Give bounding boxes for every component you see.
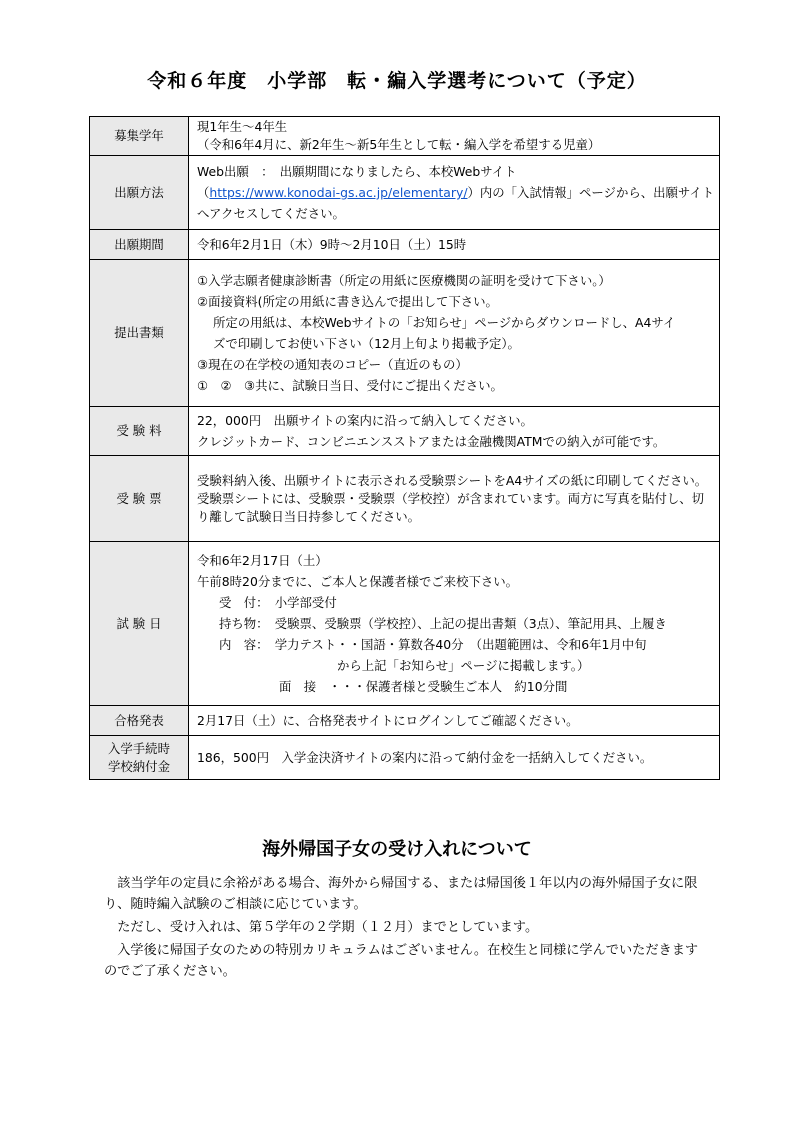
exam-line: 受 付： 小学部受付 (219, 595, 337, 610)
row-content-exam (189, 542, 720, 706)
exam-line: 内 容： 学力テスト・・国語・算数各40分 （出題範囲は、令和6年1月中旬 (219, 637, 647, 652)
method-line-tail: ）内の「入試情報」ページから、出願サイト (467, 185, 715, 200)
row-content-fee (189, 407, 720, 456)
method-line: Web出願 ： 出願期間になりましたら、本校Webサイト (197, 164, 517, 179)
row-label-result: 合格発表 (90, 706, 189, 736)
method-paren-open: （ (197, 185, 210, 200)
documents-line: ③現在の在学校の通知表のコピー（直近のもの） (197, 357, 468, 372)
payment-label-line: 入学手続時 (108, 740, 170, 756)
row-content-period: 令和6年2月1日（木）9時～2月10日（土）15時 (189, 230, 720, 260)
admission-info-table (89, 116, 720, 780)
table-row-payment (90, 736, 720, 780)
documents-line: ズで印刷してお使い下さい（12月上旬より掲載予定）。 (213, 336, 520, 351)
exam-line: から上記「お知らせ」ページに掲載します。） (337, 658, 590, 673)
overseas-section-title: 海外帰国子女の受け入れについて (262, 839, 532, 860)
ticket-paragraph: 受験料納入後、出願サイトに表示される受験票シートをA4サイズの紙に印刷してください。 (197, 472, 708, 488)
row-content-payment: 186，500円 入学金決済サイトの案内に沿って納付金を一括納入してください。 (189, 736, 720, 780)
method-line (197, 182, 715, 203)
payment-label-line: 学校納付金 (108, 758, 170, 774)
row-label-method: 出願方法 (90, 156, 189, 230)
fee-line: クレジットカード、コンビニエンスストアまたは金融機関ATMでの納入が可能です。 (197, 434, 666, 449)
row-content-documents (189, 260, 720, 407)
table-row-result (90, 706, 720, 736)
exam-line: 令和6年2月17日（土） (197, 553, 328, 568)
exam-line: 面 接 ・・・保護者様と受験生ご本人 約10分間 (279, 679, 568, 694)
row-label-fee: 受 験 料 (90, 407, 189, 456)
page-title: 令和６年度 小学部 転・編入学選考について（予定） (147, 70, 647, 92)
table-row-fee (90, 407, 720, 456)
overseas-paragraph: 該当学年の定員に余裕がある場合、海外から帰国する、または帰国後１年以内の海外帰国子女に限り、随時編入試験のご相談に応じています。 (104, 876, 698, 912)
row-label-period: 出願期間 (90, 230, 189, 260)
table-row-period (90, 230, 720, 260)
row-content-ticket (189, 456, 720, 542)
table-row-ticket (90, 456, 720, 542)
overseas-paragraph: ただし、受け入れは、第５学年の２学期（１２月）までとしています。 (117, 920, 539, 935)
grade-line: （令和6年4月に、新2年生～新5年生として転・編入学を希望する児童） (197, 137, 601, 152)
overseas-paragraph: 入学後に帰国子女のための特別カリキュラムはございません。在校生と同様に学んでいただきますのでご了承ください。 (104, 943, 699, 979)
fee-line: 22，000円 出願サイトの案内に沿って納入してください。 (197, 413, 533, 428)
grade-line: 現1年生～4年生 (197, 119, 288, 134)
row-label-documents: 提出書類 (90, 260, 189, 407)
row-label-exam: 試 験 日 (90, 542, 189, 706)
table-row-method (90, 156, 720, 230)
documents-line: ②面接資料(所定の用紙に書き込んで提出して下さい。 (197, 294, 498, 309)
documents-line: ① ② ③共に、試験日当日、受付にご提出ください。 (197, 378, 503, 393)
documents-line: 所定の用紙は、本校Webサイトの「お知らせ」ページからダウンロードし、A4サイ (213, 315, 676, 330)
row-label-payment (90, 736, 189, 780)
row-content-method (189, 156, 720, 230)
table-row-exam (90, 542, 720, 706)
table-row-grade (90, 117, 720, 156)
row-label-ticket: 受 験 票 (90, 456, 189, 542)
method-line: へアクセスしてください。 (197, 206, 345, 221)
elementary-url-link[interactable]: https://www.konodai-gs.ac.jp/elementary/ (209, 185, 468, 200)
ticket-paragraph: 受験票シートには、受験票・受験票（学校控）が含まれています。両方に写真を貼付し、切り離して試験日当日持参してください。 (197, 490, 705, 524)
documents-line: ①入学志願者健康診断書（所定の用紙に医療機関の証明を受けて下さい。） (197, 273, 611, 288)
exam-line: 持ち物： 受験票、受験票（学校控）、上記の提出書類（3点）、筆記用具、上履き (219, 616, 667, 631)
row-content-grade (189, 117, 720, 156)
exam-line: 午前8時20分までに、ご本人と保護者様でご来校下さい。 (197, 574, 519, 589)
row-content-result: 2月17日（土）に、合格発表サイトにログインしてご確認ください。 (189, 706, 720, 736)
row-label-grade: 募集学年 (90, 117, 189, 156)
table-row-documents (90, 260, 720, 407)
